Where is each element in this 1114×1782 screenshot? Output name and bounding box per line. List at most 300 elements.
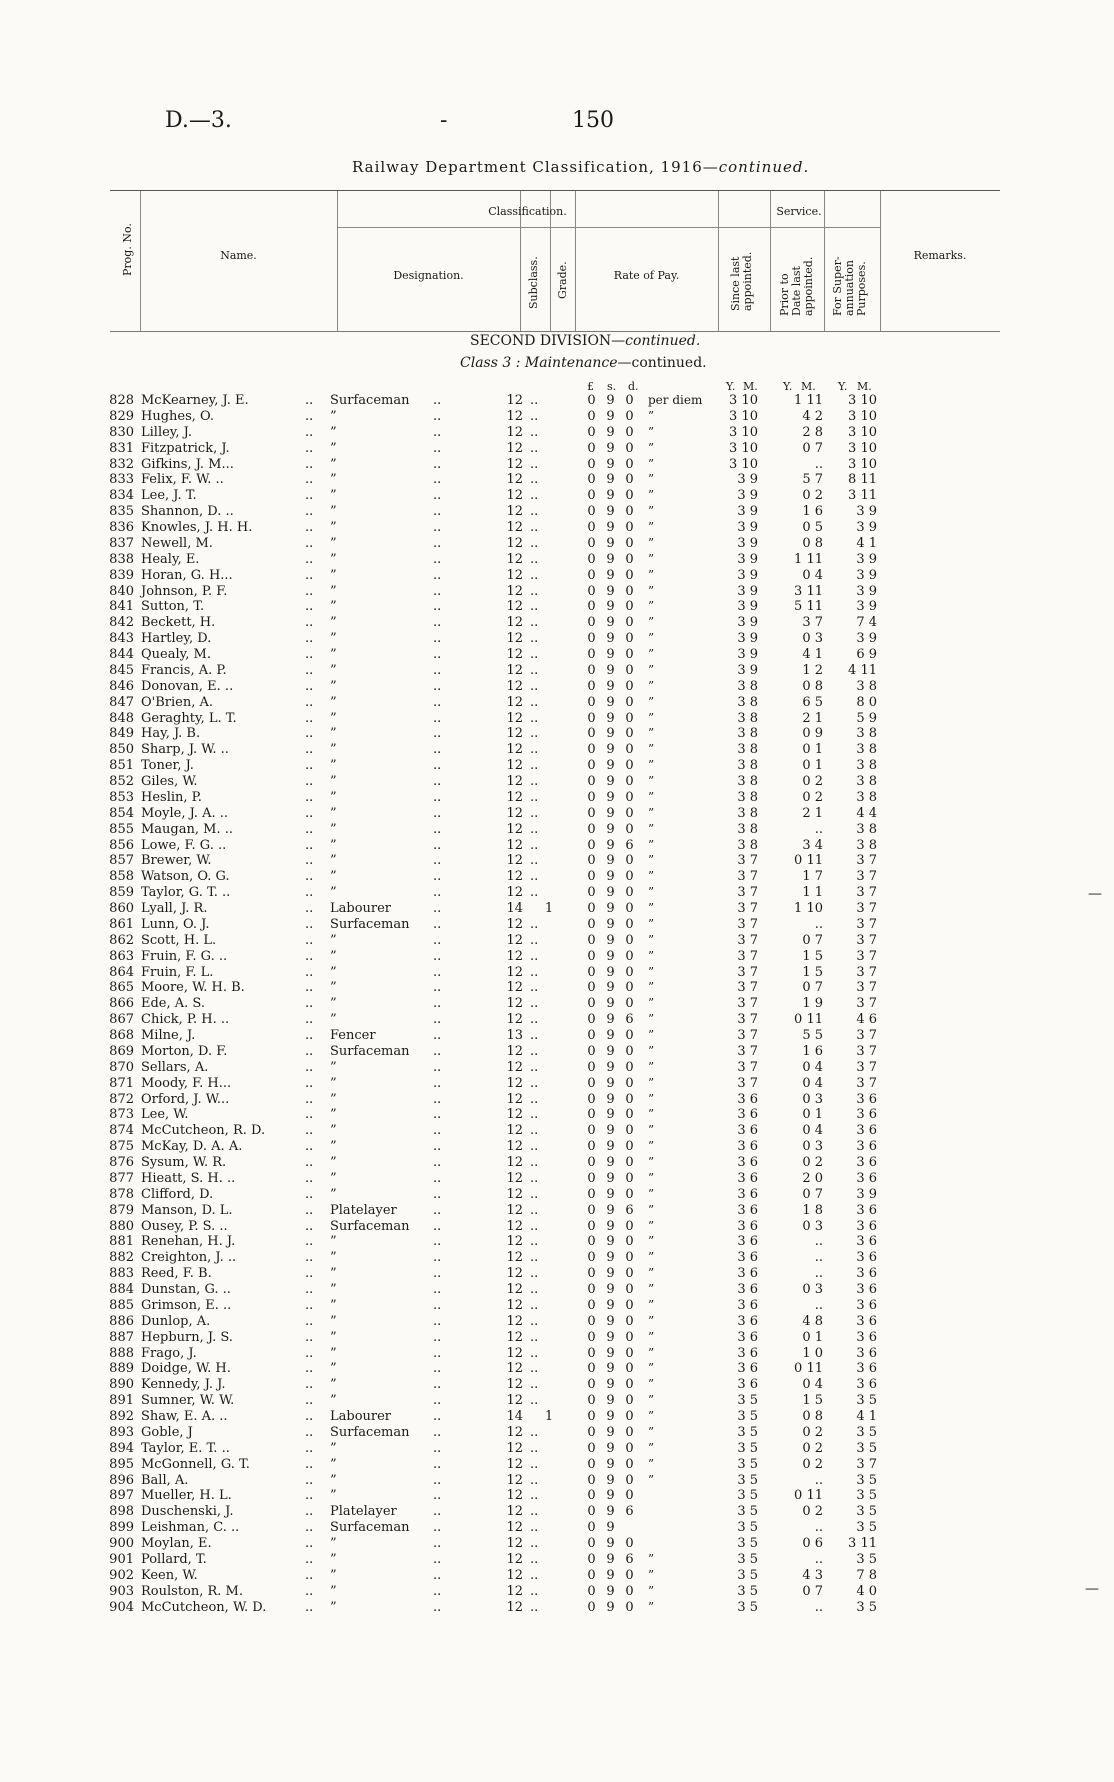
pay-pence: 0 xyxy=(625,615,634,631)
rate-of-pay-cell xyxy=(582,1584,639,1600)
leader-dots: .. xyxy=(530,758,539,774)
designation-cell: ” xyxy=(330,1170,337,1186)
pay-pence: 0 xyxy=(625,424,634,440)
leader-dots: .. xyxy=(433,885,442,901)
designation-cell: Platelayer xyxy=(330,1504,397,1520)
leader-dots: .. xyxy=(305,1170,314,1186)
prog-no-cell: 872 xyxy=(109,1091,134,1107)
designation-cell: ” xyxy=(330,789,337,805)
name-cell: Felix, F. W. .. xyxy=(141,472,224,488)
designation-cell: ” xyxy=(330,424,337,440)
table-row xyxy=(0,1425,1114,1441)
pay-unit-cell: ” xyxy=(648,1202,655,1217)
prior-to-cell: 0 11 xyxy=(794,1488,823,1504)
since-last-cell: 3 8 xyxy=(737,805,758,821)
subclass-cell: 12 xyxy=(506,837,523,853)
pay-shillings: 9 xyxy=(606,1028,615,1043)
leader-dots: .. xyxy=(530,1329,539,1345)
pay-pence: 0 xyxy=(625,662,634,678)
pay-shillings: 9 xyxy=(606,821,615,837)
leader-dots: .. xyxy=(530,916,539,932)
since-last-cell: 3 6 xyxy=(737,1091,758,1107)
leader-dots: .. xyxy=(433,1472,442,1488)
superannuation-cell: 8 0 xyxy=(856,694,877,710)
leader-dots: .. xyxy=(305,1345,314,1361)
prog-no-cell: 846 xyxy=(109,678,134,694)
pay-unit-cell: ” xyxy=(648,837,655,852)
name-cell: Ede, A. S. xyxy=(141,996,205,1012)
leader-dots: .. xyxy=(433,853,442,869)
since-last-cell: 3 6 xyxy=(737,1170,758,1186)
pay-shillings: 9 xyxy=(606,1393,615,1409)
pay-shillings: 9 xyxy=(606,504,615,520)
prog-no-cell: 881 xyxy=(109,1234,134,1250)
superannuation-cell: 3 6 xyxy=(856,1139,877,1155)
prior-to-cell: 3 7 xyxy=(802,615,823,631)
pay-shillings: 9 xyxy=(606,1536,615,1551)
pay-unit-cell: ” xyxy=(648,1599,655,1614)
pay-pounds: 0 xyxy=(587,1424,596,1440)
subclass-cell: 12 xyxy=(506,567,523,583)
rate-of-pay-cell xyxy=(582,504,639,520)
superannuation-cell: 3 9 xyxy=(856,599,877,615)
prior-to-cell: .. xyxy=(814,1551,823,1567)
prog-no-cell: 838 xyxy=(109,551,134,567)
subclass-cell: 12 xyxy=(506,1139,523,1155)
designation-cell: ” xyxy=(330,488,337,504)
prior-to-cell: 0 3 xyxy=(802,631,823,647)
leader-dots: .. xyxy=(433,901,442,916)
pay-shillings: 9 xyxy=(606,1059,615,1075)
subclass-cell: 12 xyxy=(506,1361,523,1377)
pay-pounds: 0 xyxy=(587,472,596,488)
subclass-cell: 12 xyxy=(506,1075,523,1091)
since-last-cell: 3 8 xyxy=(737,710,758,726)
rate-of-pay-cell xyxy=(582,1441,639,1457)
pay-unit-cell: ” xyxy=(648,1123,655,1138)
subclass-cell: 12 xyxy=(506,996,523,1012)
prog-no-cell: 888 xyxy=(109,1345,134,1361)
pay-pounds: 0 xyxy=(587,1472,596,1488)
leader-dots: .. xyxy=(530,742,539,758)
name-cell: Ball, A. xyxy=(141,1472,189,1488)
leader-dots: .. xyxy=(433,1202,442,1218)
table-row xyxy=(0,1330,1114,1346)
leader-dots: .. xyxy=(530,520,539,535)
since-last-cell: 3 7 xyxy=(737,885,758,901)
leader-dots: .. xyxy=(530,1551,539,1567)
name-cell: Reed, F. B. xyxy=(141,1266,212,1282)
leader-dots: .. xyxy=(433,916,442,932)
pay-unit-cell: ” xyxy=(648,805,655,820)
table-row xyxy=(0,615,1114,631)
table-row xyxy=(0,695,1114,711)
since-last-cell: 3 7 xyxy=(737,901,758,916)
division-cont: continued. xyxy=(625,333,701,349)
leader-dots: .. xyxy=(305,1551,314,1567)
prog-no-cell: 895 xyxy=(109,1456,134,1472)
superannuation-cell: 3 6 xyxy=(856,1361,877,1377)
designation-cell: ” xyxy=(330,1361,337,1377)
employee-table-body xyxy=(0,393,1114,1615)
name-cell: Lee, J. T. xyxy=(141,488,197,504)
leader-dots: .. xyxy=(305,1012,314,1028)
table-row xyxy=(0,393,1114,409)
leader-dots: .. xyxy=(305,837,314,853)
prog-no-cell: 847 xyxy=(109,694,134,710)
subclass-cell: 12 xyxy=(506,774,523,789)
name-cell: Ousey, P. S. .. xyxy=(141,1218,228,1234)
name-cell: Doidge, W. H. xyxy=(141,1361,231,1377)
leader-dots: .. xyxy=(305,615,314,631)
subclass-cell: 12 xyxy=(506,647,523,662)
prior-to-cell: 0 4 xyxy=(802,567,823,583)
pay-shillings: 9 xyxy=(606,1155,615,1170)
prog-no-cell: 879 xyxy=(109,1202,134,1218)
pay-pence: 6 xyxy=(625,1012,634,1028)
pay-shillings: 9 xyxy=(606,1012,615,1028)
leader-dots: .. xyxy=(530,1028,539,1043)
pay-pence: 0 xyxy=(625,583,634,599)
rate-of-pay-cell xyxy=(582,1473,639,1489)
subclass-cell: 13 xyxy=(506,1028,523,1043)
superannuation-cell: 4 11 xyxy=(848,662,877,678)
table-row xyxy=(0,1139,1114,1155)
rate-of-pay-cell xyxy=(582,1139,639,1155)
designation-cell: ” xyxy=(330,853,337,869)
subclass-cell: 12 xyxy=(506,1155,523,1170)
rate-of-pay-cell xyxy=(582,584,639,600)
name-cell: Scott, H. L. xyxy=(141,932,217,948)
rate-of-pay-cell xyxy=(582,980,639,996)
rate-of-pay-cell xyxy=(582,1552,639,1568)
pay-shillings: 9 xyxy=(606,1266,615,1282)
prior-to-cell: .. xyxy=(814,1266,823,1282)
subclass-cell: 12 xyxy=(506,1440,523,1456)
pay-unit-cell: ” xyxy=(648,1297,655,1312)
pay-pounds: 0 xyxy=(587,964,596,980)
prior-to-cell: 1 5 xyxy=(802,948,823,964)
designation-cell: ” xyxy=(330,1329,337,1345)
pay-pounds: 0 xyxy=(587,1282,596,1297)
rate-of-pay-cell xyxy=(582,996,639,1012)
name-cell: McKearney, J. E. xyxy=(141,393,249,408)
leader-dots: .. xyxy=(433,726,442,742)
pay-pounds: 0 xyxy=(587,789,596,805)
pay-unit-cell: ” xyxy=(648,535,655,550)
pay-shillings: 9 xyxy=(606,901,615,916)
table-row xyxy=(0,980,1114,996)
prog-no-cell: 901 xyxy=(109,1551,134,1567)
designation-cell: ” xyxy=(330,980,337,996)
leader-dots: .. xyxy=(530,694,539,710)
pay-pounds: 0 xyxy=(587,1091,596,1107)
name-cell: Leishman, C. .. xyxy=(141,1520,240,1536)
subclass-cell: 12 xyxy=(506,726,523,742)
pay-pence: 0 xyxy=(625,758,634,774)
pay-shillings: 9 xyxy=(606,488,615,504)
pay-pence: 0 xyxy=(625,1393,634,1409)
prior-to-cell: 1 11 xyxy=(794,393,823,408)
rate-of-pay-cell xyxy=(582,520,639,536)
prior-to-cell: .. xyxy=(814,821,823,837)
header-since-last: Since last appointed. xyxy=(729,251,754,311)
leader-dots: .. xyxy=(305,1139,314,1155)
leader-dots: .. xyxy=(433,1504,442,1520)
table-row xyxy=(0,679,1114,695)
superannuation-cell: 4 1 xyxy=(856,1409,877,1424)
pay-unit-cell: ” xyxy=(648,599,655,614)
subclass-cell: 12 xyxy=(506,488,523,504)
pay-shillings: 9 xyxy=(606,1599,615,1615)
superannuation-cell: 4 1 xyxy=(856,535,877,551)
designation-cell: Surfaceman xyxy=(330,1043,410,1059)
pay-pounds: 0 xyxy=(587,805,596,821)
pay-unit-cell: ” xyxy=(648,1409,655,1423)
pay-unit-cell: ” xyxy=(648,1186,655,1201)
pay-shillings: 9 xyxy=(606,837,615,853)
leader-dots: .. xyxy=(530,424,539,440)
prog-no-cell: 898 xyxy=(109,1504,134,1520)
prog-no-cell: 885 xyxy=(109,1297,134,1313)
leader-dots: .. xyxy=(433,980,442,996)
name-cell: Milne, J. xyxy=(141,1028,196,1043)
designation-cell: Labourer xyxy=(330,901,392,916)
leader-dots: .. xyxy=(530,1440,539,1456)
leader-dots: .. xyxy=(530,1377,539,1393)
pay-unit-cell: ” xyxy=(648,964,655,979)
leader-dots: .. xyxy=(305,1377,314,1393)
pay-pence: 0 xyxy=(625,1488,634,1504)
rate-of-pay-cell xyxy=(582,933,639,949)
prior-to-cell: 1 2 xyxy=(802,662,823,678)
pay-unit-cell: ” xyxy=(648,1043,655,1058)
designation-cell: ” xyxy=(330,1091,337,1107)
pay-unit-cell: ” xyxy=(648,1234,655,1249)
designation-cell: ” xyxy=(330,1456,337,1472)
leader-dots: .. xyxy=(433,1440,442,1456)
prog-no-cell: 860 xyxy=(109,901,134,916)
pay-shillings: 9 xyxy=(606,1107,615,1123)
prior-to-cell: 0 2 xyxy=(802,789,823,805)
rate-of-pay-cell xyxy=(582,441,639,457)
leader-dots: .. xyxy=(305,1234,314,1250)
pay-unit-cell: ” xyxy=(648,424,655,439)
pay-pence: 0 xyxy=(625,551,634,567)
table-row xyxy=(0,1393,1114,1409)
subclass-cell: 12 xyxy=(506,948,523,964)
superannuation-cell: 3 9 xyxy=(856,583,877,599)
table-row xyxy=(0,441,1114,457)
subclass-cell: 12 xyxy=(506,789,523,805)
table-row xyxy=(0,1092,1114,1108)
superannuation-cell: 3 9 xyxy=(856,631,877,647)
rate-of-pay-cell xyxy=(582,1314,639,1330)
leader-dots: .. xyxy=(530,1059,539,1075)
pay-unit-cell: ” xyxy=(648,567,655,582)
pay-pence: 0 xyxy=(625,1218,634,1234)
header-service: Service. xyxy=(776,205,822,218)
superannuation-cell: 4 6 xyxy=(856,1012,877,1028)
rate-of-pay-cell xyxy=(582,1504,639,1520)
table-row xyxy=(0,1584,1114,1600)
rate-of-pay-cell xyxy=(582,885,639,901)
prior-to-cell: 0 2 xyxy=(802,774,823,789)
leader-dots: .. xyxy=(305,504,314,520)
leader-dots: .. xyxy=(305,948,314,964)
pay-pence: 0 xyxy=(625,980,634,996)
leader-dots: .. xyxy=(433,1488,442,1504)
pay-shillings: 9 xyxy=(606,1186,615,1202)
class-title xyxy=(460,355,707,371)
prior-to-cell: 0 11 xyxy=(794,1012,823,1028)
pay-pence: 0 xyxy=(625,964,634,980)
table-row xyxy=(0,758,1114,774)
division-title xyxy=(470,333,700,349)
pay-pence: 0 xyxy=(625,1313,634,1329)
rate-of-pay-cell xyxy=(582,1044,639,1060)
name-cell: Moore, W. H. B. xyxy=(141,980,245,996)
leader-dots: .. xyxy=(530,472,539,488)
designation-cell: ” xyxy=(330,1313,337,1329)
leader-dots: .. xyxy=(433,440,442,456)
pay-pence: 0 xyxy=(625,1123,634,1139)
pay-shillings: 9 xyxy=(606,1329,615,1345)
leader-dots: .. xyxy=(530,1155,539,1170)
designation-cell: ” xyxy=(330,1075,337,1091)
prog-no-cell: 830 xyxy=(109,424,134,440)
rate-of-pay-cell xyxy=(582,1568,639,1584)
pay-pounds: 0 xyxy=(587,916,596,932)
leader-dots: .. xyxy=(530,1186,539,1202)
pay-pounds: 0 xyxy=(587,948,596,964)
table-row xyxy=(0,1488,1114,1504)
prior-to-cell: 4 8 xyxy=(802,1313,823,1329)
rate-of-pay-cell xyxy=(582,1234,639,1250)
designation-cell: ” xyxy=(330,440,337,456)
leader-dots: .. xyxy=(530,1488,539,1504)
since-last-cell: 3 7 xyxy=(737,980,758,996)
prog-no-cell: 891 xyxy=(109,1393,134,1409)
leader-dots: .. xyxy=(305,1456,314,1472)
leader-dots: .. xyxy=(433,1059,442,1075)
since-last-cell: 3 7 xyxy=(737,1012,758,1028)
pay-pounds: 0 xyxy=(587,1107,596,1123)
table-row xyxy=(0,1520,1114,1536)
designation-cell: ” xyxy=(330,520,337,535)
pay-pence: 0 xyxy=(625,504,634,520)
pay-pounds: 0 xyxy=(587,1218,596,1234)
leader-dots: .. xyxy=(433,631,442,647)
table-row xyxy=(0,1044,1114,1060)
division-name: SECOND DIVISION— xyxy=(470,333,626,349)
designation-cell: ” xyxy=(330,678,337,694)
since-last-cell: 3 6 xyxy=(737,1329,758,1345)
pay-pence: 6 xyxy=(625,837,634,853)
leader-dots: .. xyxy=(433,535,442,551)
pay-shillings: 9 xyxy=(606,1170,615,1186)
prior-to-cell: 4 2 xyxy=(802,408,823,424)
leader-dots: .. xyxy=(305,1091,314,1107)
pay-unit-cell: ” xyxy=(648,583,655,598)
name-cell: Hartley, D. xyxy=(141,631,212,647)
since-last-cell: 3 6 xyxy=(737,1345,758,1361)
since-last-cell: 3 7 xyxy=(737,916,758,932)
leader-dots: .. xyxy=(530,1075,539,1091)
prior-to-cell: 1 10 xyxy=(794,901,823,916)
pay-shillings: 9 xyxy=(606,1456,615,1472)
leader-dots: .. xyxy=(433,1520,442,1536)
leader-dots: .. xyxy=(305,440,314,456)
leader-dots: .. xyxy=(433,1123,442,1139)
pay-pence: 0 xyxy=(625,869,634,885)
superannuation-cell: 3 10 xyxy=(848,408,877,424)
pay-pence: 0 xyxy=(625,948,634,964)
since-last-cell: 3 5 xyxy=(737,1488,758,1504)
designation-cell: ” xyxy=(330,948,337,964)
header-rule xyxy=(337,227,880,228)
superannuation-cell: 3 6 xyxy=(856,1282,877,1297)
since-last-cell: 3 5 xyxy=(737,1472,758,1488)
name-cell: Horan, G. H... xyxy=(141,567,233,583)
designation-cell: ” xyxy=(330,1234,337,1250)
leader-dots: .. xyxy=(530,885,539,901)
pay-pounds: 0 xyxy=(587,1170,596,1186)
designation-cell: ” xyxy=(330,885,337,901)
subclass-cell: 12 xyxy=(506,1123,523,1139)
pay-pounds: 0 xyxy=(587,1551,596,1567)
table-row xyxy=(0,409,1114,425)
designation-cell: ” xyxy=(330,567,337,583)
pay-unit-cell: ” xyxy=(648,774,655,788)
leader-dots: .. xyxy=(305,631,314,647)
pay-shillings: 9 xyxy=(606,393,615,408)
prior-to-cell: 0 8 xyxy=(802,678,823,694)
designation-cell: ” xyxy=(330,647,337,662)
leader-dots: .. xyxy=(530,535,539,551)
prog-no-cell: 876 xyxy=(109,1155,134,1170)
rate-of-pay-cell xyxy=(582,1330,639,1346)
prog-no-cell: 896 xyxy=(109,1472,134,1488)
table-row xyxy=(0,663,1114,679)
superannuation-cell: 3 9 xyxy=(856,520,877,535)
superannuation-cell: 3 8 xyxy=(856,758,877,774)
prog-no-cell: 877 xyxy=(109,1170,134,1186)
superannuation-cell: 3 9 xyxy=(856,504,877,520)
superannuation-cell: 3 6 xyxy=(856,1313,877,1329)
prog-no-cell: 849 xyxy=(109,726,134,742)
pay-shillings: 9 xyxy=(606,774,615,789)
superannuation-cell: 3 5 xyxy=(856,1520,877,1536)
name-cell: Beckett, H. xyxy=(141,615,216,631)
prior-to-cell: 0 2 xyxy=(802,1504,823,1520)
prior-to-cell: 0 11 xyxy=(794,853,823,869)
subclass-cell: 12 xyxy=(506,551,523,567)
leader-dots: .. xyxy=(530,1297,539,1313)
pay-pence: 0 xyxy=(625,1250,634,1266)
leader-dots: .. xyxy=(530,1139,539,1155)
superannuation-cell: 3 5 xyxy=(856,1551,877,1567)
designation-cell: ” xyxy=(330,1599,337,1615)
superannuation-cell: 3 10 xyxy=(848,440,877,456)
pay-pounds: 0 xyxy=(587,1377,596,1393)
leader-dots: .. xyxy=(530,504,539,520)
table-row xyxy=(0,1012,1114,1028)
rate-of-pay-cell xyxy=(582,1536,639,1552)
table-row xyxy=(0,1076,1114,1092)
prior-to-cell: .. xyxy=(814,1472,823,1488)
designation-cell: ” xyxy=(330,1282,337,1297)
